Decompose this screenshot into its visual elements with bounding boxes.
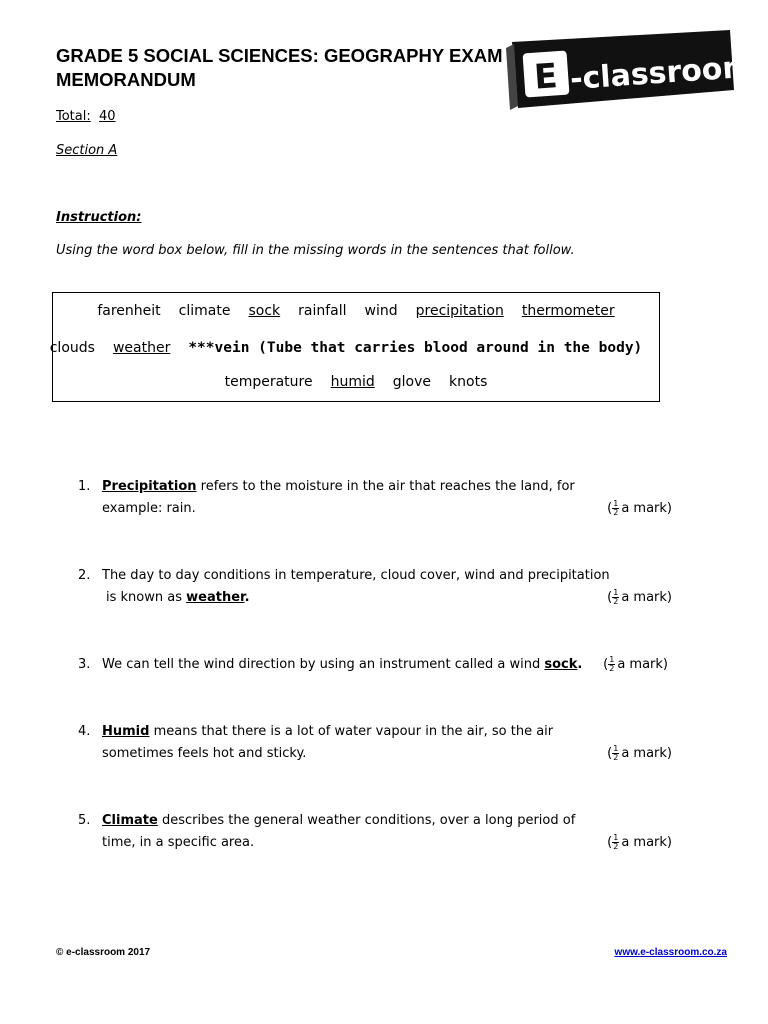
answer: weather	[186, 590, 245, 605]
half-fraction: $\frac{1}{2}$	[613, 499, 619, 517]
e-classroom-logo	[504, 28, 755, 114]
question-line: time, in a specific area.	[102, 835, 255, 850]
page-title	[56, 44, 506, 92]
instruction-text: Using the word box below, fill in the missing words in the sentences that follow.	[56, 243, 575, 258]
word: temperature	[224, 374, 313, 390]
half-fraction: $\frac{1}{2}$	[613, 588, 619, 606]
word-used: humid	[330, 374, 375, 390]
svg-text:E: E	[532, 56, 559, 98]
answer: Precipitation	[102, 479, 197, 494]
question-number: 2.	[78, 568, 91, 583]
question-number: 5.	[78, 813, 91, 828]
word-box-row-2	[43, 340, 649, 356]
answer: Climate	[102, 813, 158, 828]
half-fraction: $\frac{1}{2}$	[609, 655, 615, 673]
title-line-2: MEMORANDUM	[56, 69, 196, 90]
question-text: .	[577, 657, 583, 672]
question-text: describes the general weather conditions, over a long period of	[157, 813, 576, 828]
answer: sock	[544, 657, 578, 672]
word-used: weather	[112, 340, 171, 356]
mark-allocation: ( $\frac{1}{2}$ a mark)	[603, 655, 668, 673]
word: knots	[449, 374, 488, 390]
question-line	[102, 721, 553, 743]
word: farenheit	[97, 303, 161, 319]
total-marks	[56, 109, 116, 124]
section-heading: Section A	[56, 143, 118, 158]
word: wind	[364, 303, 398, 319]
half-fraction: $\frac{1}{2}$	[613, 744, 619, 762]
question-text: We can tell the wind direction by using an instrument called a wind	[102, 657, 545, 672]
question-text: .	[244, 590, 250, 605]
question-text: refers to the moisture in the air that reaches the land, for	[196, 479, 575, 494]
question-number: 3.	[78, 657, 91, 672]
mark-allocation: ( $\frac{1}{2}$ a mark)	[607, 744, 672, 762]
question-line	[102, 810, 575, 832]
total-label: Total:	[56, 109, 91, 124]
word-box-row-3	[53, 374, 659, 390]
word-note: ***vein (Tube that carries blood around in the body)	[188, 340, 643, 356]
answer: Humid	[102, 724, 150, 739]
question-line	[106, 587, 250, 609]
question-line	[102, 476, 575, 498]
word-box-row-1	[53, 303, 659, 319]
instruction-label: Instruction:	[56, 210, 142, 225]
word: clouds	[49, 340, 95, 356]
word-used: sock	[248, 303, 281, 319]
question-line: example: rain.	[102, 501, 196, 516]
question-text: is known as	[106, 590, 187, 605]
word-box	[49, 292, 660, 402]
word: rainfall	[298, 303, 347, 319]
mark-allocation: ( $\frac{1}{2}$ a mark)	[607, 499, 672, 517]
half-fraction: $\frac{1}{2}$	[613, 833, 619, 851]
mark-allocation: ( $\frac{1}{2}$ a mark)	[607, 833, 672, 851]
question-line: sometimes feels hot and sticky.	[102, 746, 307, 761]
question-line: The day to day conditions in temperature, cloud cover, wind and precipitation	[102, 568, 610, 583]
mark-allocation: ( $\frac{1}{2}$ a mark)	[607, 588, 672, 606]
question-line	[102, 654, 582, 676]
footer-copyright: © e-classroom 2017	[56, 947, 151, 958]
word: climate	[178, 303, 231, 319]
total-value: 40	[99, 109, 116, 124]
question-text: means that there is a lot of water vapour in the air, so the air	[149, 724, 554, 739]
footer-link[interactable]: www.e-classroom.co.za	[614, 947, 727, 958]
question-number: 4.	[78, 724, 91, 739]
word-used: precipitation	[415, 303, 504, 319]
word-used: thermometer	[521, 303, 615, 319]
svg-text:-classroom: -classroom	[568, 49, 755, 98]
word: glove	[392, 374, 432, 390]
title-line-1: GRADE 5 SOCIAL SCIENCES: GEOGRAPHY EXAM	[56, 45, 503, 66]
question-number: 1.	[78, 479, 91, 494]
